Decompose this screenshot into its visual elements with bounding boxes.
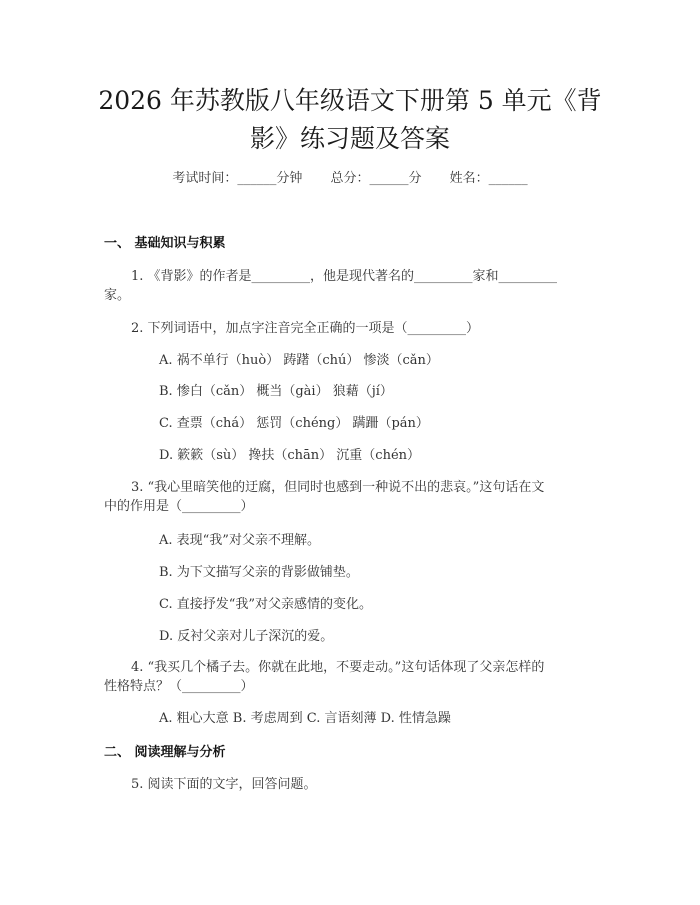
question-3-option-b: B. 为下文描写父亲的背影做铺垫。 (159, 565, 359, 580)
question-3-line-1: 3. “我心里暗笑他的迂腐，但同时也感到一种说不出的悲哀。”这句话在文 (131, 480, 545, 495)
question-2-option-b: B. 惨白（cǎn） 概当（gài） 狼藉（jí） (159, 384, 393, 399)
question-3-line-2: 中的作用是（_________） (104, 499, 254, 514)
question-2-stem: 2. 下列词语中，加点字注音完全正确的一项是（_________） (131, 321, 480, 336)
question-4-line-2: 性格特点？（_________） (104, 679, 254, 694)
question-4-line-1: 4. “我买几个橘子去。你就在此地，不要走动。”这句话体现了父亲怎样的 (131, 660, 545, 675)
exam-time-field: 考试时间：______分钟 (172, 171, 303, 186)
question-3-option-c: C. 直接抒发“我”对父亲感情的变化。 (159, 597, 373, 612)
question-4-options: A. 粗心大意 B. 考虑周到 C. 言语刻薄 D. 性情急躁 (159, 711, 451, 726)
question-2-option-c: C. 查票（chá） 惩罚（chéng） 蹒跚（pán） (159, 416, 429, 431)
question-1-line-1: 1. 《背影》的作者是_________，他是现代著名的_________家和_________ (131, 269, 558, 284)
question-2-option-a: A. 祸不单行（huò） 踌躇（chú） 惨淡（cǎn） (159, 353, 439, 368)
exam-meta (0, 167, 700, 186)
question-1-line-2: 家。 (104, 288, 131, 303)
total-score-field: 总分：______分 (330, 171, 422, 186)
question-2-option-d: D. 簌簌（sù） 搀扶（chān） 沉重（chén） (159, 448, 421, 463)
question-3-option-a: A. 表现“我”对父亲不理解。 (159, 533, 320, 548)
section-heading-2: 二、 阅读理解与分析 (104, 745, 226, 760)
question-5-stem: 5. 阅读下面的文字，回答问题。 (131, 777, 317, 792)
document-title-line-2: 影》练习题及答案 (249, 124, 450, 153)
document-title-line-1: 2026 年苏教版八年级语文下册第 5 单元《背 (98, 86, 602, 115)
section-heading-1: 一、 基础知识与积累 (104, 236, 226, 251)
name-field: 姓名：______ (449, 171, 528, 186)
question-3-option-d: D. 反衬父亲对儿子深沉的爱。 (159, 629, 334, 644)
